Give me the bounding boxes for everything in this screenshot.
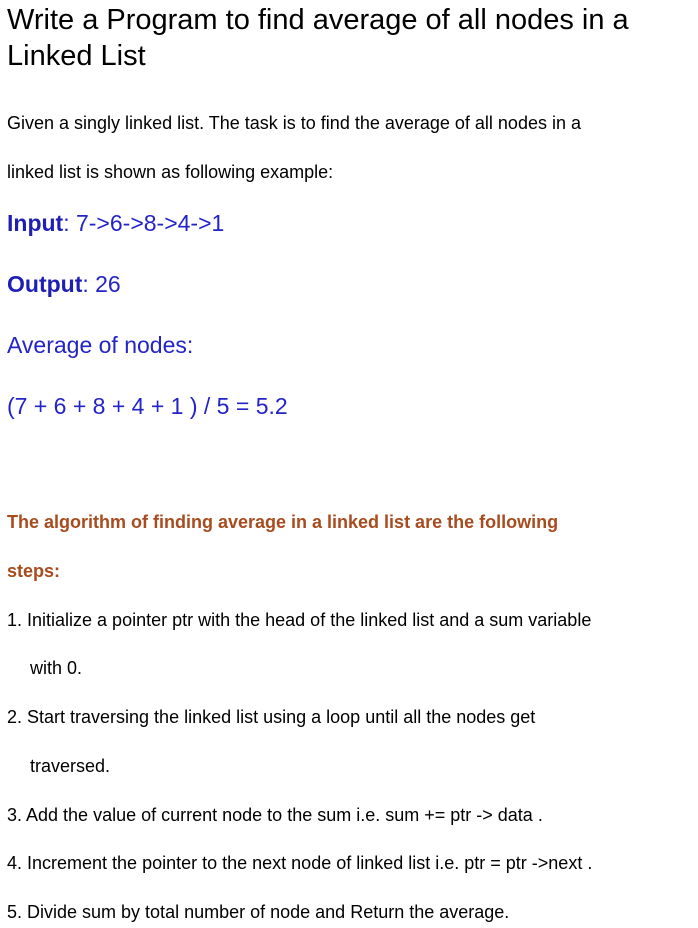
algorithm-heading-line-1: The algorithm of finding average in a linked list are the following [7, 512, 559, 532]
intro-line-1: Given a singly linked list. The task is to find the average of all nodes in a [7, 113, 581, 133]
title-line-2: Linked List [7, 40, 146, 72]
output-line [7, 270, 121, 298]
step-2-line-1: 2. Start traversing the linked list using a loop until all the nodes get [7, 707, 536, 727]
input-value: : 7->6->8->4->1 [63, 210, 225, 236]
step-2-line-2: traversed. [30, 756, 111, 776]
step-1-line-2: with 0. [30, 658, 83, 678]
step-3-line-1: 3. Add the value of current node to the sum i.e. sum += ptr -> data . [7, 805, 543, 825]
step-4-line-1: 4. Increment the pointer to the next node of linked list i.e. ptr = ptr ->next . [7, 853, 593, 873]
average-formula: (7 + 6 + 8 + 4 + 1 ) / 5 = 5.2 [7, 393, 288, 419]
title-line-1: Write a Program to find average of all nodes in a [7, 4, 629, 36]
step-5-line-1: 5. Divide sum by total number of node and Return the average. [7, 902, 510, 922]
intro-line-2: linked list is shown as following example: [7, 162, 334, 182]
step-1-line-1: 1. Initialize a pointer ptr with the head of the linked list and a sum variable [7, 610, 592, 630]
average-label: Average of nodes: [7, 332, 194, 358]
output-label: Output [7, 271, 83, 297]
output-value: : 26 [82, 271, 121, 297]
input-label: Input [7, 210, 64, 236]
input-line [7, 209, 224, 237]
algorithm-heading-line-2: steps: [7, 561, 61, 581]
